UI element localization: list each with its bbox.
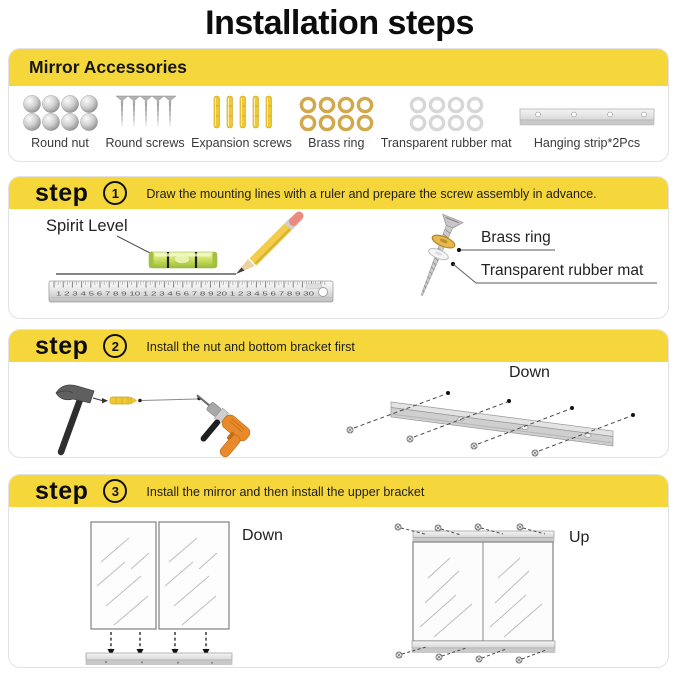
hanging-strip-icon [518,92,656,132]
step2-panel [8,329,669,458]
ruler-scale-numbers: 1 2 3 4 5 6 7 8 9 10 1 2 3 4 5 6 7 8 9 20 1 2 3 4 5 6 7 8 9 30 [56,291,314,298]
step2-header [9,330,668,362]
spirit-level-callout-line [117,236,150,253]
pencil-illustration [236,216,299,274]
expansion-anchor-illustration [110,397,137,404]
accessory-label: Transparent rubber mat [380,136,512,150]
hammer-arrow-line [93,398,102,401]
brass-ring-label: Brass ring [481,229,551,246]
accessory-label: Hanging strip*2Pcs [533,136,641,150]
step1-panel [8,176,669,319]
link-dot-left [138,399,142,403]
accessories-row [9,86,668,150]
brass-ring-callout-dot [457,248,461,252]
accessory-expansion-screws [191,92,292,150]
bottom-bracket-illustration [391,402,613,446]
screw-assembly-illustration [411,214,464,300]
rubber-mat-label: Transparent rubber mat [481,262,644,279]
brass-ring-icon [298,92,374,132]
round-nut-icon [21,92,99,132]
accessory-label: Brass ring [308,136,365,150]
step-description: Install the mirror and then install the upper bracket [146,485,425,499]
step-word: step [35,476,89,505]
step3-header [9,475,668,507]
down-label: Down [242,527,283,544]
bottom-screws [396,652,522,663]
assembled-mirror-illustration [412,531,555,653]
accessory-label: Round nut [31,136,89,150]
step2-content [9,362,668,458]
ruler-brand-mark [306,284,321,289]
step-description: Draw the mounting lines with a ruler and prepare the screw assembly in advance. [146,187,597,201]
up-label: Up [569,529,590,546]
accessory-label: Round screws [105,136,185,150]
expansion-screws-icon [208,92,274,132]
hammer-arrow-head [102,398,108,403]
ruler-hole [319,288,328,297]
page-title: Installation steps [205,4,474,42]
down-label: Down [509,364,550,381]
rubber-mat-icon [408,92,484,132]
down-arrows [108,632,210,656]
accessory-rubber-mat [381,92,512,150]
mirror-panels-illustration [91,522,229,629]
step1-content [9,209,668,319]
accessory-brass-ring [298,92,374,150]
accessories-header [9,49,668,86]
upper-bracket [413,531,554,538]
spirit-level-illustration [149,252,217,268]
step-number-badge: 2 [103,334,127,358]
step-word: step [35,178,89,207]
step-word: step [35,331,89,360]
step-number-badge: 3 [103,479,127,503]
step1-header [9,177,668,209]
hammer-illustration [56,385,94,452]
accessory-hanging-strip [518,92,656,150]
step-description: Install the nut and bottom bracket first [146,340,355,354]
accessory-label: Expansion screws [191,136,292,150]
accessory-round-screws [105,92,184,150]
top-screws [395,524,523,531]
spirit-level-label: Spirit Level [46,217,128,235]
step-number-badge: 1 [103,181,127,205]
ruler-illustration [49,281,333,302]
accessories-panel [8,48,669,162]
round-screws-icon [114,92,176,132]
step3-content [9,507,668,668]
lower-bracket [412,641,555,648]
link-line [142,399,197,401]
step3-panel [8,474,669,668]
step2-illustration [9,362,669,458]
accessory-round-nut [21,92,99,150]
accessories-title: Mirror Accessories [29,57,187,77]
bottom-strip-illustration [86,653,232,665]
